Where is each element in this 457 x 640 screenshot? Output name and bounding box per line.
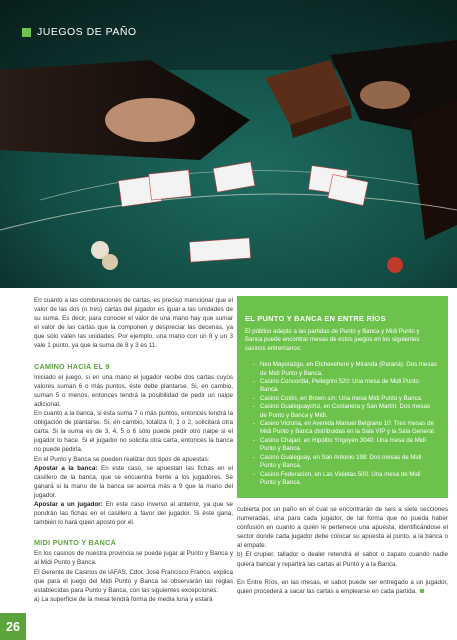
camino-paragraph-1: Iniciado el juego, si en una mano el jugador recibe dos cartas cuyos valores suman 6 o más puntos, éste debe plantarse. Si, en cambio, suman 5 o menos, entonces tendrá la posibilidad de pedir un naipe adicional. (34, 373, 233, 408)
casino-list (245, 361, 437, 487)
list-item: - Casino Gualeguaychú, en Costanera y San Martín: Dos mesas de Punto y Banca y Midi. (253, 403, 431, 419)
midi-subheading: MIDI PUNTO Y BANCA (34, 538, 117, 548)
left-text-column (34, 296, 233, 604)
list-item: - Casino Gualeguay, en San Antonio 198: Dos mesas de Midi Punto y Banca. (253, 453, 422, 470)
section-header (22, 26, 137, 38)
apostar-jugador-paragraph (34, 500, 233, 527)
camino-paragraph-2: En cuanto a la banca, si ésta suma 7 o más puntos, entonces tendrá la obligación de plantarse. Si, en cambio, totaliza 0, 1 o 2, solicitará otra carta. Si la suma es de 3, 4, 5 o 6 sólo puede pedir otro naipe si el jugador lo hace. Si el jugador no solicita otra carta, entonces la banca no puede pedirla. (34, 410, 233, 454)
list-item: - Casino Concordia, Pellegrini 520: Una mesa de Midi Punto Banca. (253, 378, 419, 394)
sidebar-box (237, 296, 448, 498)
sidebar-title: EL PUNTO Y BANCA EN ENTRE RÍOS (245, 314, 386, 323)
right-text-column (237, 505, 448, 596)
list-item: - Neo Mayorazgo, en Etchevehere y Miranda (Paraná): Dos mesas de Midi Punto y Banca. (253, 361, 437, 377)
section-title: JUEGOS DE PAÑO (37, 26, 137, 38)
page-number: 26 (0, 613, 26, 640)
list-item: - Casino Colón, en Brown s/n: Una mesa Midi Punto y Banca. (253, 394, 423, 402)
list-item: - Casino Federación, en Las Violetas 500: Una mesa de Midi Punto y Banca. (253, 470, 421, 486)
midi-paragraph-2: El Gerente de Casinos de IAFAS, Cdor. José Francisco Franco, explica que para el juego del Midi Punto y Banca se observarán las reglas establecidas para Punto y Banca, con las siguientes excepciones: (34, 568, 233, 594)
apostar-jugador-lead: Apostar a un jugador: (34, 500, 103, 508)
intro-paragraph: En cuanto a las combinaciones de cartas, es preciso mencionar que el valor de las dos (o tres) cartas del jugador es igual a las unidades de su suma. Es decir, para conocer el valor de una mano hay que sumar el valor de las cartas que la componen y despreciar las decenas, ya que sólo valen las unidades. Por ejemplo, una mano con un 8 y un 3 vale 1 punto, ya que la suma de 8 y 3 es 11. (34, 297, 233, 350)
camino-paragraph-3: En el Punto y Banca se pueden realizar dos tipos de apuestas: (34, 455, 210, 463)
casino-table-photo (0, 0, 457, 288)
camino-subheading: CAMINO HACIA EL 9 (34, 361, 110, 371)
right-paragraph-1: cubierta por un paño en el cual se encontrarán de seis a siete secciones numeradas, una para cada jugador, de tal forma que no pueda haber confusión en cuanto a quién le pertenece una apuesta, identificándose el sector donde cada jugador debe colocar su apuesta al punto, a la banca o al empate. (237, 506, 448, 550)
midi-paragraph-1: En los casinos de nuestra provincia se puede jugar al Punto y Banca y al Midi Punto y Banca. (34, 550, 233, 567)
apostar-banca-paragraph (34, 464, 233, 500)
midi-paragraph-3: a) La superficie de la mesa tendrá forma de media luna y estará (34, 595, 213, 603)
right-paragraph-2: b) El crupier, tallador o dealer retendrá el sabot o zapato cuando nadie quiera bancar y repartirá las cartas al Punto y a la Banca. (237, 551, 448, 568)
apostar-jugador-text: En este caso inverso al anterior, ya que se pondrán las fichas en el casillero a favor del jugador. Si éste gana, también lo hará quien apostó por él. (34, 500, 233, 527)
sidebar-intro: El público adepto a las partidas de Punto y Banca y Midi Punto y Banca puede encontrar mesas de estos juegos en los siguientes casinos entrerrianos: (245, 328, 420, 352)
green-square-icon (22, 28, 31, 37)
end-mark-icon (420, 589, 424, 593)
right-paragraph-3: En Entre Ríos, en las mesas, el sabot puede ser entregado a un jugador, quien procederá a sacar las cartas a emplearse en cada partida. (237, 578, 448, 595)
apostar-banca-lead: Apostar a la banca: (34, 464, 98, 472)
list-item: - Casino Chajarí, en Hipólito Yrigoyen 3040: Una mesa de Midi Punto y Banca. (253, 436, 426, 453)
list-item: - Casino Victoria, en Avenida Manuel Belgrano 10: Tres mesas de Midi Punto y Banca distribuidas en la Sala VIP y la Sala General. (253, 420, 436, 436)
apostar-banca-text: En este caso, se apuestan las fichas en el casillero de la banca, que se encuentra frente a los jugadores. Se ganará si la mano de la banca se acerca más a 9 que la mano del jugador. (34, 464, 233, 499)
